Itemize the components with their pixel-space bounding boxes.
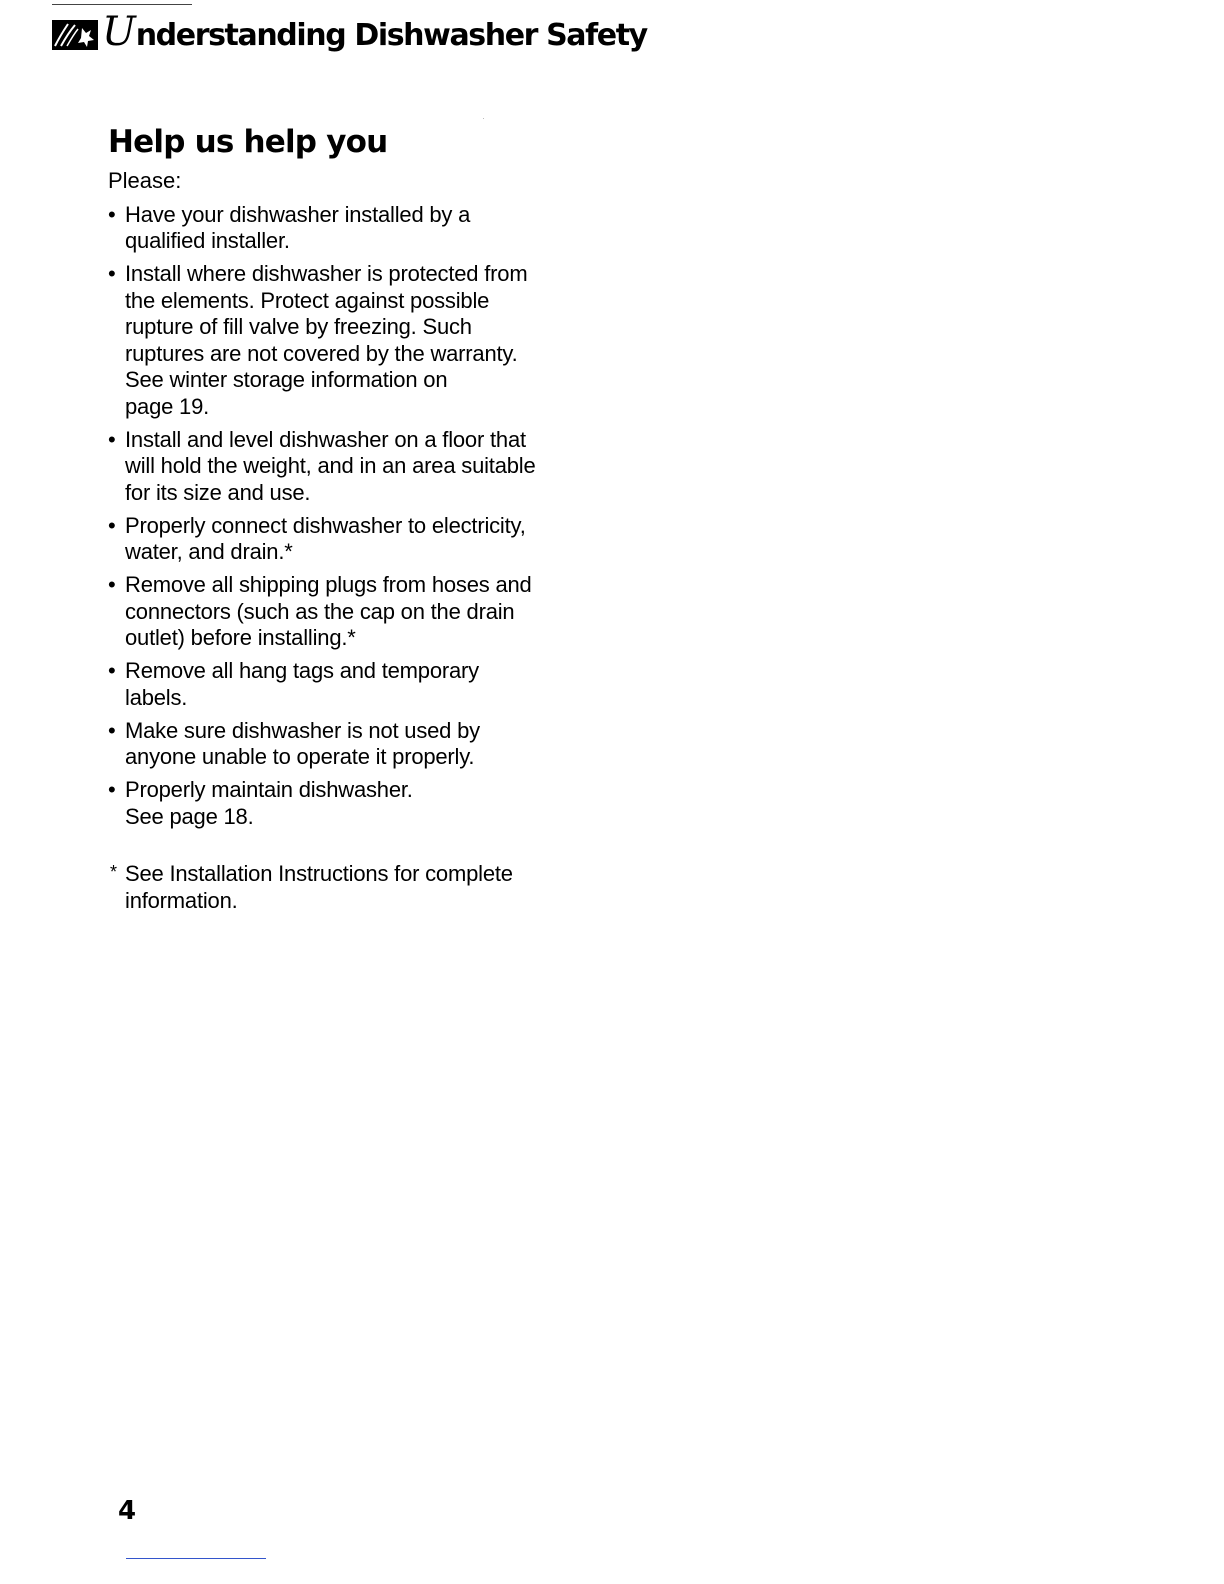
bullet-list [108,202,578,831]
list-item-line: the elements. Protect against possible [125,287,490,313]
list-item [108,427,578,507]
list-item [108,261,578,420]
list-item-line: for its size and use. [125,479,311,505]
list-item [108,513,578,566]
bullet-dot: • [108,572,116,597]
footnote [108,861,578,914]
bottom-rule [126,1558,266,1559]
footnote-line: See Installation Instructions for complete [125,861,513,886]
whirlpool-logo-icon [52,20,98,50]
page-number: 4 [118,1496,137,1526]
section-title: Help us help you [108,124,388,160]
list-item-line: Remove all hang tags and temporary [125,658,479,683]
list-item-line: water, and drain.* [125,539,293,564]
list-item-line: ruptures are not covered by the warranty. [125,340,518,366]
bullet-dot: • [108,261,116,286]
list-item-line: labels. [125,684,188,710]
header-title-initial: U [102,9,136,55]
list-item-line: qualified installer. [125,228,290,253]
footnote-line: information. [125,887,238,913]
list-item-line: See page 18. [125,803,254,829]
list-item-line: Remove all shipping plugs from hoses and [125,572,532,597]
list-item-line: Make sure dishwasher is not used by [125,717,480,743]
bullet-dot: • [108,512,116,538]
list-item-line: anyone unable to operate it properly. [125,744,475,769]
bullet-dot: • [108,658,116,683]
bullet-dot: • [108,717,116,743]
list-item [108,658,578,711]
list-item [108,718,578,771]
list-item-line: See winter storage information on [125,367,448,392]
bullet-dot: • [108,777,116,802]
intro-text: Please: [108,168,182,193]
top-rule [52,4,192,5]
list-item-line: page 19. [125,393,210,419]
header-title [102,9,647,56]
header-title-rest: nderstanding Dishwasher Safety [135,18,647,53]
list-item-line: Install and level dishwasher on a floor that [125,426,526,452]
footnote-asterisk: * [110,862,117,882]
list-item [108,777,578,830]
list-item-line: Properly connect dishwasher to electricity, [125,512,526,538]
list-item-line: Have your dishwasher installed by a [125,201,471,227]
page-header [52,10,647,56]
list-item-line: Properly maintain dishwasher. [125,777,413,802]
list-item-line: connectors (such as the cap on the drain [125,598,515,624]
list-item-line: will hold the weight, and in an area suitable [125,453,536,478]
list-item-line: rupture of fill valve by freezing. Such [125,314,472,339]
list-item [108,202,578,255]
list-item-line: Install where dishwasher is protected from [125,261,528,286]
list-item-line: outlet) before installing.* [125,625,356,650]
list-item [108,572,578,652]
main-content [108,122,578,914]
bullet-dot: • [108,426,116,452]
scan-speck [483,118,484,119]
bullet-dot: • [108,201,116,227]
